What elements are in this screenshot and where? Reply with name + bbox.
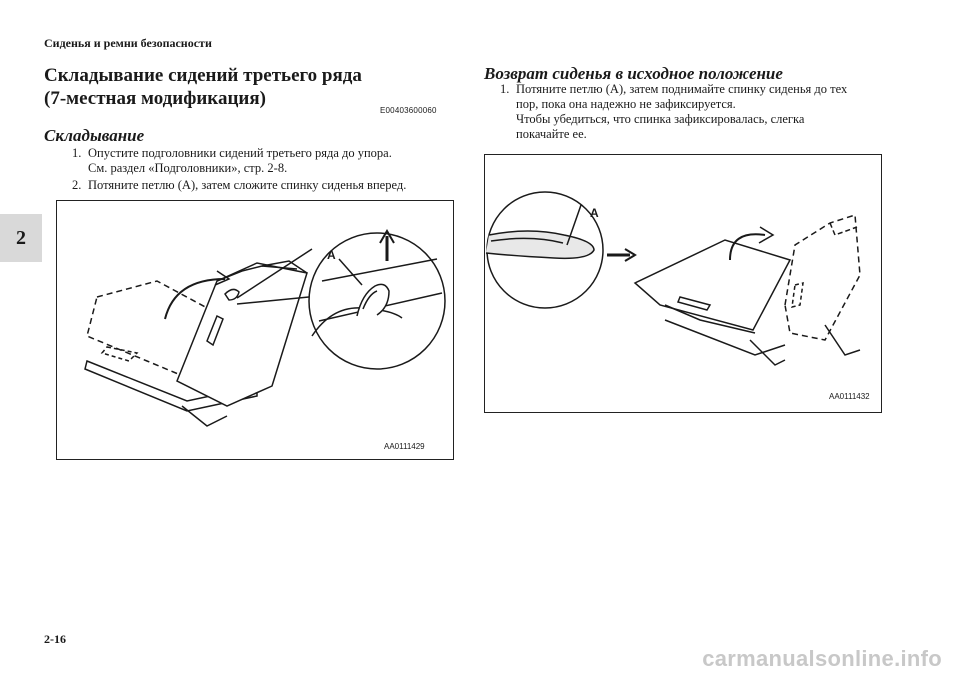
step-1-right [500,82,847,142]
chapter-tab: 2 [0,214,42,262]
step-line-2: пор, пока она надежно не зафиксируется. [516,97,736,111]
step-text: Потяните петлю (A), затем сложите спинку сиденья вперед. [88,178,407,192]
step-line-1: Потяните петлю (A), затем поднимайте спинку сиденья до тех [516,82,848,96]
watermark: carmanualsonline.info [702,646,942,671]
return-seat-illustration [485,155,881,412]
callout-label-a: A [590,206,599,220]
page-number: 2-16 [44,632,66,646]
fold-seat-illustration [57,201,453,459]
section-header: Сиденья и ремни безопасности [44,36,212,50]
figure-fold-seat [56,200,454,460]
section-title [44,64,362,110]
step-number: 1. [72,146,82,160]
step-text: Опустите подголовники сидений третьего ряда до упора. [88,146,392,160]
doc-code: E00403600060 [380,106,437,115]
figure-code: AA0111432 [829,392,870,401]
subtitle-folding: Складывание [44,126,145,145]
callout-label-a: A [327,248,336,262]
section-title-line2: (7-местная модификация) [44,88,266,109]
step-line-3: Чтобы убедиться, что спинка зафиксировалась, слегка [516,112,805,126]
step-number: 2. [72,178,82,192]
section-title-line1: Складывание сидений третьего ряда [44,65,362,86]
step-line-4: покачайте ее. [516,127,587,141]
figure-return-seat [484,154,882,413]
step-2-left [72,178,406,193]
step-1-left [72,146,392,176]
figure-code: AA0111429 [384,442,425,451]
subtitle-return: Возврат сиденья в исходное положение [484,64,783,83]
step-number: 1. [500,82,510,96]
step-text-ref: См. раздел «Подголовники», стр. 2-8. [88,161,288,175]
